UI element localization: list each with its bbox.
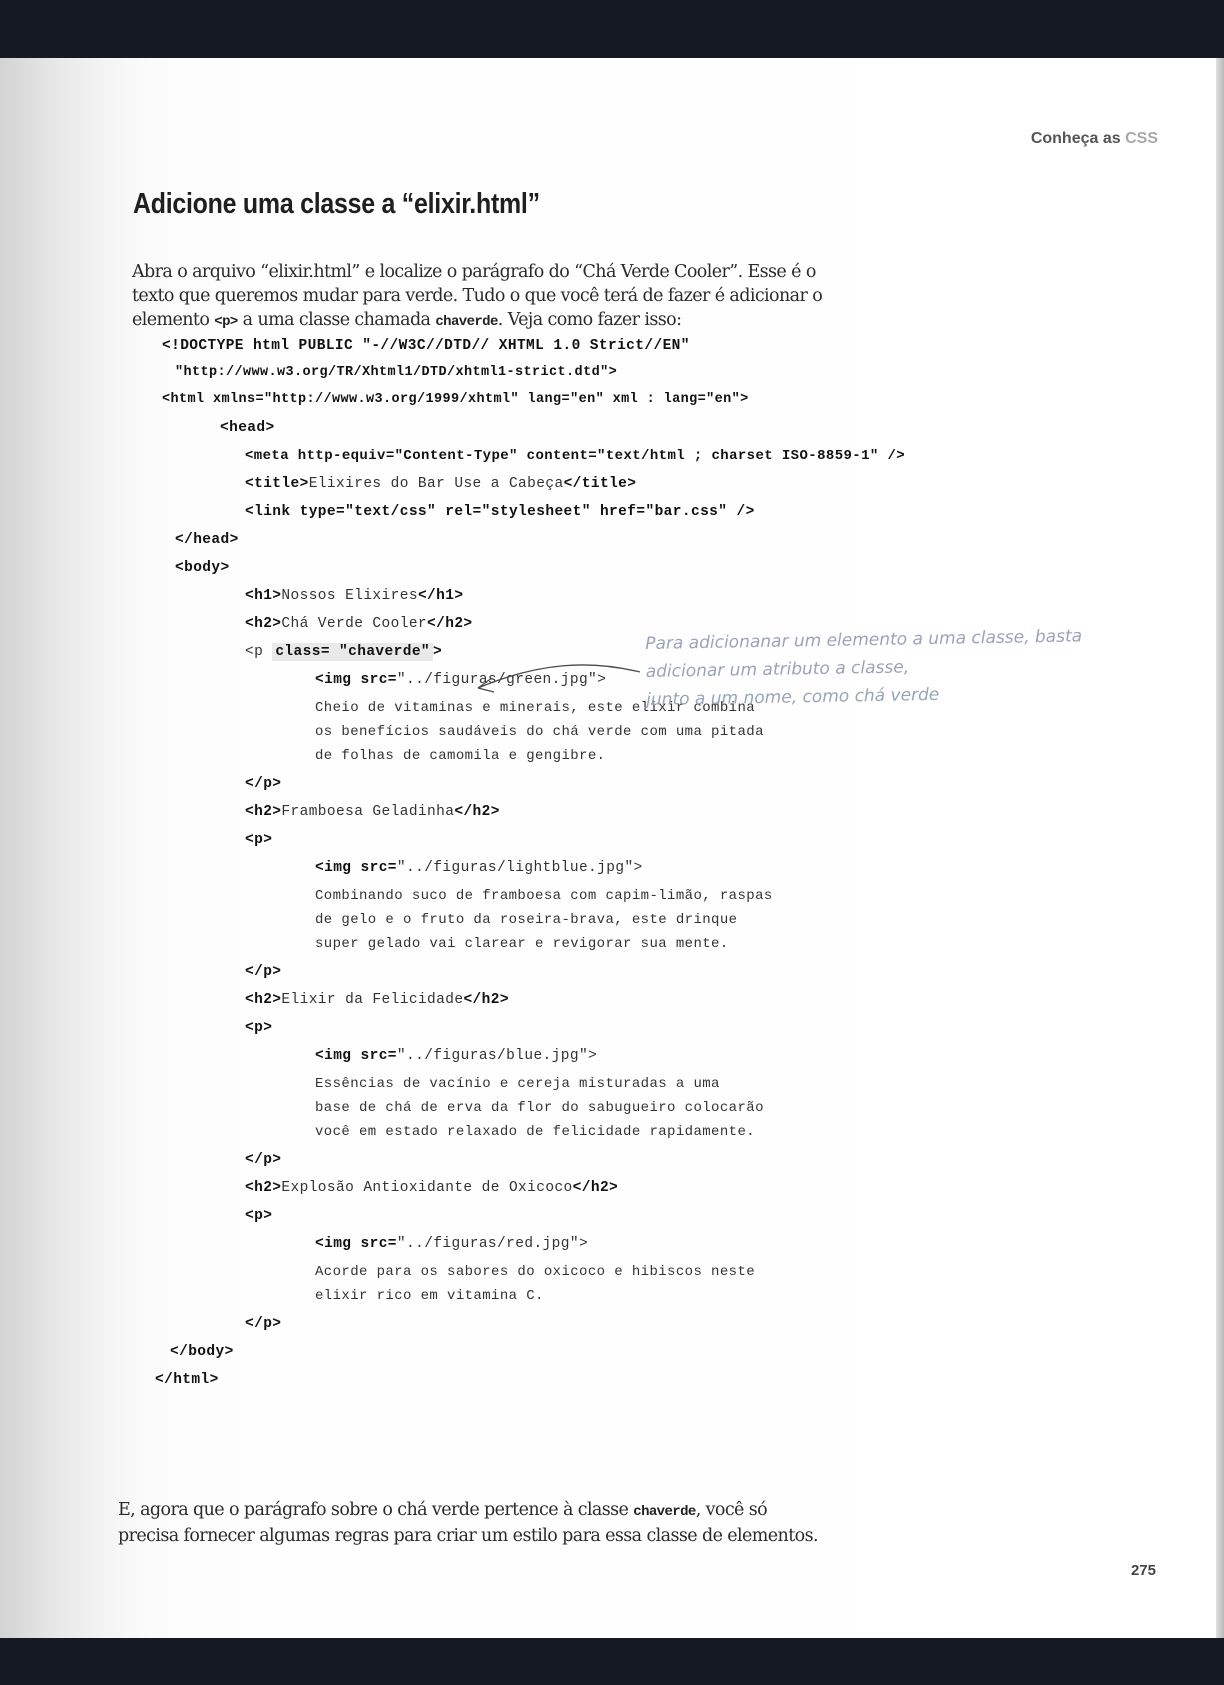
code-line: <img src="../figuras/lightblue.jpg"> [315,860,643,876]
class-attribute-highlight: class= "chaverde" [272,643,433,661]
inline-code: <p> [214,314,238,330]
code-line: super gelado vai clarear e revigorar sua mente. [315,936,729,952]
section-heading: Adicione uma classe a “elixir.html” [133,188,540,220]
page-number: 275 [1130,1562,1156,1579]
book-page [0,58,1224,1638]
code-line: <title>Elixires do Bar Use a Cabeça</title> [245,476,637,492]
code-line: <h2>Elixir da Felicidade</h2> [245,992,509,1008]
code-line: "http://www.w3.org/TR/Xhtml1/DTD/xhtml1-strict.dtd"> [175,365,618,380]
annotation-line: Para adicionanar um elemento a uma classe, basta [645,626,1083,654]
intro-text: elemento [132,310,210,330]
handwritten-annotation [645,622,1116,714]
intro-line-2: texto que queremos mudar para verde. Tudo o que você terá de fazer é adicionar o [132,286,823,306]
code-line: Combinando suco de framboesa com capim-limão, raspas [315,888,773,904]
annotation-line: junto a um nome, como chá verde [646,684,940,710]
code-line: Cheio de vitaminas e minerais, este elixir combina [315,700,756,716]
code-line: <img src="../figuras/green.jpg"> [315,672,607,688]
outro-line-2: precisa fornecer algumas regras para criar um estilo para essa classe de elementos. [118,1526,818,1546]
running-head [1031,130,1158,148]
intro-line-1: Abra o arquivo “elixir.html” e localize o parágrafo do “Chá Verde Cooler”. Esse é o [132,262,816,282]
running-head-accent: CSS [1125,130,1158,147]
code-line: </p> [245,1316,282,1332]
code-line: <h1>Nossos Elixires</h1> [245,588,464,604]
running-head-prefix: Conheça as [1030,130,1121,147]
outro-text: E, agora que o parágrafo sobre o chá verde pertence à classe [118,1500,629,1520]
code-line: <h2>Chá Verde Cooler</h2> [245,616,473,632]
code-line: os benefícios saudáveis do chá verde com uma pitada [315,724,764,740]
intro-line-3 [132,308,812,334]
intro-paragraph [132,260,823,334]
code-line: você em estado relaxado de felicidade rapidamente. [315,1124,756,1140]
code-line: <link type="text/css" rel="stylesheet" href="bar.css" /> [245,504,755,520]
code-line: <!DOCTYPE html PUBLIC "-//W3C//DTD// XHTML 1.0 Strict//EN" [162,338,690,354]
code-line: <p> [245,832,273,848]
code-line: </p> [245,1152,282,1168]
code-line: <h2>Framboesa Geladinha</h2> [245,804,500,820]
code-line: </head> [175,532,239,548]
annotation-arrow-icon [470,658,650,708]
code-line: <p> [245,1208,273,1224]
inline-code: chaverde [435,314,498,330]
outro-text: , você só [695,1500,768,1520]
code-line: <img src="../figuras/blue.jpg"> [315,1048,598,1064]
code-line: <html xmlns="http://www.w3.org/1999/xhtml" lang="en" xml : lang="en"> [162,392,749,407]
code-line: <head> [220,420,275,436]
outro-line-1 [118,1498,918,1524]
code-line: <body> [175,560,230,576]
intro-text: a uma classe chamada [242,310,431,330]
code-line: </body> [170,1344,234,1360]
code-line: </p> [245,964,282,980]
code-line-highlighted: <p class= "chaverde" > [245,644,443,660]
code-line: Essências de vacínio e cereja misturadas a uma [315,1076,720,1092]
code-line: Acorde para os sabores do oxicoco e hibiscos neste [315,1264,756,1280]
code-line: de gelo e o fruto da roseira-brava, este drinque [315,912,738,928]
code-line: base de chá de erva da flor do sabugueiro colocarão [315,1100,764,1116]
code-line: <h2>Explosão Antioxidante de Oxicoco</h2> [245,1180,619,1196]
code-line: <p> [245,1020,273,1036]
intro-text: . Veja como fazer isso: [497,310,682,330]
code-line: <meta http-equiv="Content-Type" content="text/html ; charset ISO-8859-1" /> [245,448,906,464]
code-line: elixir rico em vitamina C. [315,1288,544,1304]
code-line: </html> [155,1372,219,1388]
code-line: <img src="../figuras/red.jpg"> [315,1236,589,1252]
code-line: </p> [245,776,282,792]
closing-paragraph [118,1498,918,1548]
page-edge [1216,58,1224,1638]
annotation-line: adicionar um atributo a classe, [645,657,910,682]
inline-code: chaverde [633,1504,696,1520]
code-line: de folhas de camomila e gengibre. [315,748,606,764]
